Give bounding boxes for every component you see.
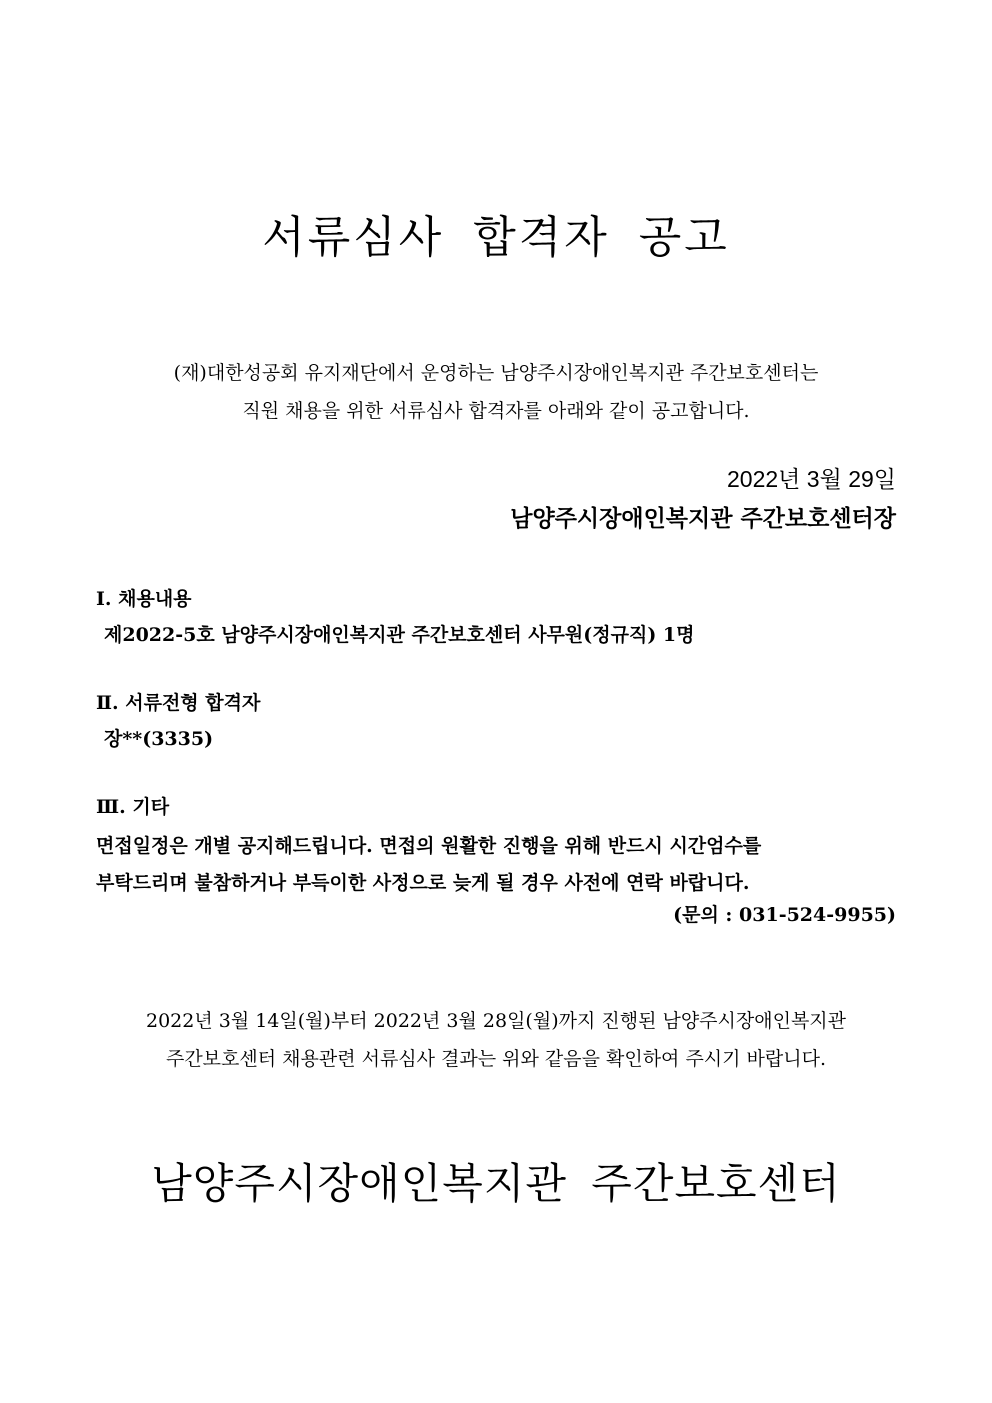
section-heading-recruitment: Ⅰ. 채용내용	[96, 588, 192, 610]
section-heading-passed: Ⅱ. 서류전형 합격자	[96, 692, 261, 714]
closing-line: 주간보호센터 채용관련 서류심사 결과는 위와 같음을 확인하여 주시기 바랍니다.	[165, 1048, 827, 1070]
closing-paragraph	[96, 1002, 896, 1078]
closing-line: 2022년 3월 14일(월)부터 2022년 3월 28일(월)까지 진행된 남양주시장애인복지관	[145, 1010, 847, 1032]
section-heading-etc: Ⅲ. 기타	[96, 796, 170, 818]
page-title: 서류심사 합격자 공고	[262, 212, 730, 263]
section-body-passed: 장**(3335)	[104, 728, 214, 750]
contact-info: (문의 : 031-524-9955)	[673, 904, 896, 926]
intro-paragraph	[96, 354, 896, 430]
etc-line: 부탁드리며 불참하거나 부득이한 사정으로 늦게 될 경우 사전에 연락 바랍니다.	[96, 872, 750, 894]
intro-line: 직원 채용을 위한 서류심사 합격자를 아래와 같이 공고합니다.	[242, 400, 750, 422]
section-body-recruitment: 제2022-5호 남양주시장애인복지관 주간보호센터 사무원(정규직) 1명	[104, 624, 695, 646]
intro-line: (재)대한성공회 유지재단에서 운영하는 남양주시장애인복지관 주간보호센터는	[173, 362, 819, 384]
signatory: 남양주시장애인복지관 주간보호센터장	[510, 505, 896, 532]
announcement-date: 2022년 3월 29일	[727, 466, 896, 492]
issuer-footer: 남양주시장애인복지관 주간보호센터	[151, 1159, 841, 1208]
etc-line: 면접일정은 개별 공지해드립니다. 면접의 원활한 진행을 위해 반드시 시간엄수를	[96, 835, 762, 857]
section-body-etc	[96, 828, 896, 902]
